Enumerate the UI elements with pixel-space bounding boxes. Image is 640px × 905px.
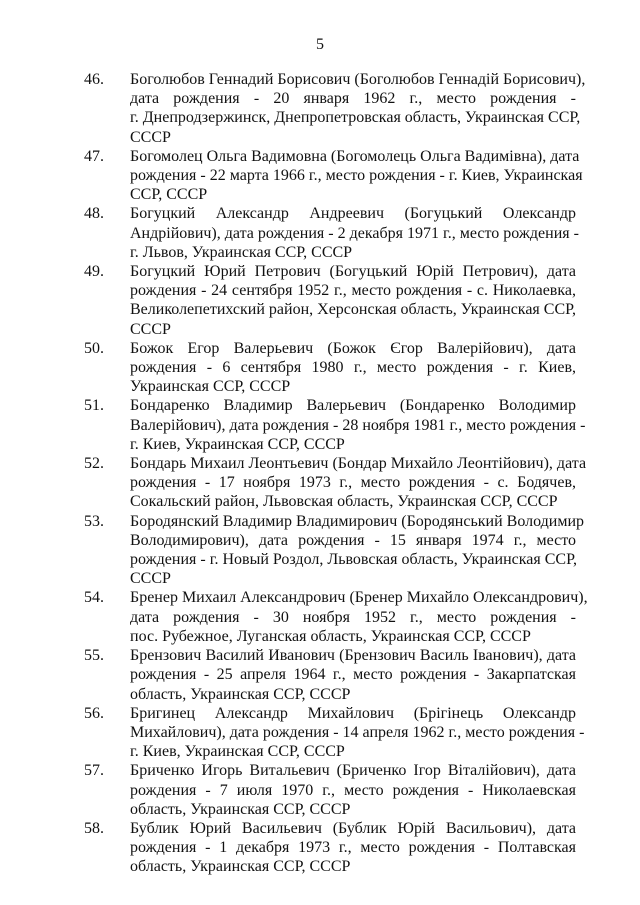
list-item-text-line: Андрійович), дата рождения - 2 декабря 1971 г., место рождения - xyxy=(130,224,579,242)
list-item-text-line: Богуцкий Александр Андреевич (Богуцький Олександр xyxy=(130,205,576,223)
list-item-number: 53. xyxy=(84,512,104,530)
list-item-text-line: Сокальский район, Львовская область, Украинская ССР, СССР xyxy=(130,493,558,511)
list-item-number: 46. xyxy=(84,71,104,88)
list-item-text-line: Бондаренко Владимир Валерьевич (Бондаренко Володимир xyxy=(130,397,576,415)
list-item-text-line: г. Киев, Украинская ССР, СССР xyxy=(130,435,345,453)
list-item-text-line: Бублик Юрий Васильевич (Бублик Юрій Васильович), дата xyxy=(130,819,576,837)
list-item-text-line: Бондарь Михаил Леонтьевич (Бондар Михайло Леонтійович), дата xyxy=(130,455,587,473)
list-item-number: 52. xyxy=(84,455,104,473)
list-item-text-line: СССР xyxy=(130,320,171,338)
list-item-number: 54. xyxy=(84,589,104,607)
page-number: 5 xyxy=(316,36,324,53)
list-item-text-line: рождения - 1 декабря 1973 г., место рождения - Полтавская xyxy=(130,839,576,857)
list-item-text-line: Боголюбов Геннадий Борисович (Боголюбов Геннадій Борисович), xyxy=(130,71,586,88)
list-item-text-line: Брензович Василий Иванович (Брензович Василь Іванович), дата xyxy=(130,647,576,665)
list-item-text-line: пос. Рубежное, Луганская область, Украинская ССР, СССР xyxy=(130,627,531,645)
list-item xyxy=(84,339,576,397)
list-item-text-line: область, Украинская ССР, СССР xyxy=(130,685,351,703)
list-item-text-line: СССР xyxy=(130,570,171,588)
list-item-text-line: Богомолец Ольга Вадимовна (Богомолець Ольга Вадимівна), дата xyxy=(130,147,580,165)
list-item xyxy=(84,819,576,877)
list-item-text-line: ССР, СССР xyxy=(130,186,208,204)
list-item-text-line: Бренер Михаил Александрович (Бренер Михайло Олександрович), xyxy=(130,589,588,607)
list-item xyxy=(84,761,576,819)
list-item-number: 55. xyxy=(84,647,104,665)
list-item-text-line: Михайлович), дата рождения - 14 апреля 1962 г., место рождения - xyxy=(130,723,585,741)
list-item-number: 56. xyxy=(84,704,104,722)
list-item-text-line: СССР xyxy=(130,128,171,146)
list-item-number: 49. xyxy=(84,263,104,281)
list-item-text-line: г. Львов, Украинская ССР, СССР xyxy=(130,243,353,261)
list-item-text-line: Валерійович), дата рождения - 28 ноября 1981 г., место рождения - xyxy=(130,416,586,434)
list-item-text-line: Божок Егор Валерьевич (Божок Єгор Валерійович), дата xyxy=(130,339,576,357)
list-item xyxy=(84,70,586,147)
list-item-text-line: рождения - 6 сентября 1980 г., место рождения - г. Киев, xyxy=(130,359,576,377)
list-item-text-line: Украинская ССР, СССР xyxy=(130,378,291,396)
list-item-text-line: рождения - г. Новый Роздол, Львовская область, Украинская ССР, xyxy=(130,551,577,569)
list-item-text-line: область, Украинская ССР, СССР xyxy=(130,858,351,876)
list-item-text-line: рождения - 24 сентября 1952 г., место рождения - с. Николаевка, xyxy=(130,282,576,300)
list-item-text-line: Бриченко Игорь Витальевич (Бриченко Ігор Віталійович), дата xyxy=(130,762,576,780)
list-item-number: 58. xyxy=(84,819,104,837)
sanctions-list xyxy=(84,70,588,877)
list-item-number: 57. xyxy=(84,762,104,780)
list-item-text-line: область, Украинская ССР, СССР xyxy=(130,800,351,818)
list-item xyxy=(84,147,583,205)
list-item-text-line: Володимирович), дата рождения - 15 января 1974 г., место xyxy=(130,531,576,549)
list-item-text-line: рождения - 17 ноября 1973 г., место рождения - с. Бодячев, xyxy=(130,474,576,492)
list-item xyxy=(84,704,585,762)
list-item-text-line: дата рождения - 20 января 1962 г., место рождения - xyxy=(130,90,576,108)
list-item xyxy=(84,646,576,704)
list-item-text-line: Бригинец Александр Михайлович (Брігінець Олександр xyxy=(130,704,576,722)
list-item-text-line: дата рождения - 30 ноября 1952 г., место рождения - xyxy=(130,608,576,626)
list-item xyxy=(84,262,576,339)
list-item-number: 51. xyxy=(84,397,104,415)
list-item-text-line: Великолепетихский район, Херсонская область, Украинская ССР, xyxy=(130,301,577,319)
list-item-text-line: рождения - 7 июля 1970 г., место рождения - Николаевская xyxy=(130,781,576,799)
list-item xyxy=(84,454,587,512)
list-item-text-line: рождения - 25 апреля 1964 г., место рождения - Закарпатская xyxy=(130,666,576,684)
list-item-number: 50. xyxy=(84,339,104,357)
list-item xyxy=(84,512,585,589)
list-item-number: 47. xyxy=(84,147,104,165)
list-item-number: 48. xyxy=(84,205,104,223)
list-item-text-line: Бородянский Владимир Владимирович (Бородянський Володимир xyxy=(130,512,585,530)
list-item-text-line: рождения - 22 марта 1966 г., место рождения - г. Киев, Украинская xyxy=(130,167,583,185)
list-item-text-line: г. Днепродзержинск, Днепропетровская область, Украинская ССР, xyxy=(130,109,581,127)
list-item xyxy=(84,396,586,454)
list-item-text-line: г. Киев, Украинская ССР, СССР xyxy=(130,743,345,761)
list-item xyxy=(84,204,579,262)
list-item xyxy=(84,588,588,646)
list-item-text-line: Богуцкий Юрий Петрович (Богуцький Юрій Петрович), дата xyxy=(130,263,576,281)
